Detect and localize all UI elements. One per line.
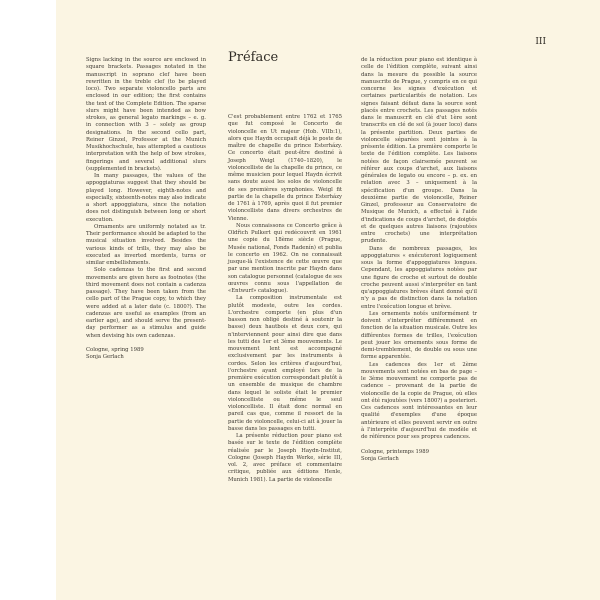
- english-paragraph: Signs lacking in the source are enclosed in square brackets. Passages notated in the manuscript in soprano clef have been rewritten in the treble clef (to be played loco). Two separate violoncello parts are enclosed in our edition; the first contains the text of the Complete Edition. The sparse slurs might have been intended as bow strokes, as general legato markings – e. g. in connection with 3 – solely as group designations. In the second cello part, Reiner Ginzel, Professor at the Munich Musikhochschule, has attempted a cautious interpretation with the help of bow strokes, fingerings and several additional slurs (supplemented in brackets).: [86, 57, 206, 172]
- french-column-left: [228, 114, 342, 484]
- page-number: III: [535, 37, 546, 47]
- signature-place-date: Cologne, printemps 1989: [361, 448, 430, 455]
- french-paragraph: Nous connaissons ce Concerto grâce à Oldřich Pulkert qui redécouvrit en 1961 une copie du 18ème siècle (Prague, Musée national, Fonds Radenín) et publia le concerto en 1962. On ne connaissait jusque-là l'existence de cette œuvre que par une mention inscrite par Haydn dans son catalogue personnel (catalogue de ses œuvres connu sous l'appellation de «Entwurf» catalogue).: [228, 222, 342, 294]
- signature-block: [361, 449, 477, 464]
- french-paragraph: La composition instrumentale est plutôt modeste, outre les cordes. L'orchestre comporte (en plus d'un basson non obligé destiné à soutenir la basse) deux hautbois et deux cors, qui n'interviennent pour ainsi dire que dans les tutti des 1er et 3ème mouvements. Le mouvement lent est accompagné exclusivement par les instruments à cordes. Selon les critères d'aujourd'hui, l'orchestre ayant employé lors de la première exécution correspondait plutôt à un ensemble de musique de chambre dans lequel le soliste était le premier violoncelliste ou même le seul violoncelliste. Il était donc normal en pareil cas que, comme il ressort de la partie de violoncelle, celui-ci ait à jouer la basse dans les passages en tutti.: [228, 295, 342, 432]
- signature-block: [86, 347, 206, 362]
- english-paragraph: Solo cadenzas to the first and second movements are given here as footnotes (the third movement does not contain a cadenza passage). They have been taken from the cello part of the Prague copy, to which they were added at a later date (c. 1800?). The cadenzas are useful as examples (from an earlier age), and should serve the present-day performer as a stimulus and guide when devising his own cadenzas.: [86, 267, 206, 339]
- page-title: Préface: [228, 50, 279, 65]
- french-paragraph: La présente réduction pour piano est basée sur le texte de l'édition complète réalisée par le Joseph Haydn-Institut, Cologne (Joseph Haydn Werke, série III, vol. 2, avec préface et commentaire critique, publiée aux éditions Henle, Munich 1981). La partie de violoncelle: [228, 433, 342, 483]
- signature-place-date: Cologne, spring 1989: [86, 347, 144, 353]
- english-column: [86, 57, 206, 362]
- english-paragraph: In many passages, the values of the appoggiaturas suggest that they should be played long. However, eighth-notes and especially, sixteenth-notes may also indicate a short appoggiatura, since the notation does not distinguish between long or short execution.: [86, 173, 206, 223]
- french-paragraph: C'est probablement entre 1762 et 1765 que fut composé le Concerto de violoncelle en Ut majeur (Hob. VIIb:1), alors que Haydn occupait déjà le poste de maître de chapelle du prince Esterházy. Ce concerto était peut-être destiné à Joseph Weigl (1740–1820), le violoncelliste de la chapelle du prince, ce même musicien pour lequel Haydn écrivit sans doute aussi les solos de violoncelle de ses premières symphonies. Weigl fit partie de la chapelle du prince Esterházy de 1761 à 1769, après quoi il fut premier violoncelliste dans divers orchestres de Vienne.: [228, 114, 342, 222]
- english-paragraph: Ornaments are uniformly notated as tr. Their performance should be adapted to the musical situation involved. Besides the various kinds of trills, they may also be executed as inverted mordents, turns or similar embellishments.: [86, 223, 206, 266]
- french-column-right: [361, 57, 477, 463]
- signature-author: Sonja Gerlach: [86, 354, 124, 361]
- signature-author: Sonja Gerlach: [361, 455, 399, 462]
- french-paragraph: de la réduction pour piano est identique à celle de l'édition complète, suivant ainsi dans la mesure du possible la source manuscrite de Prague, y compris en ce qui concerne les signes d'exécution et certaines particularités de notation. Les signes faisant défaut dans la source sont placés entre crochets. Les passages notés dans le manuscrit en clé d'ut 1ère sont transcrits en clé de sol (à jouer loco) dans la présente partition. Deux parties de violoncelle séparées sont jointes à la présente édition. La première comporte le texte de l'édition complète. Les liaisons notées de façon clairsemée peuvent se référer aux coups d'archet, aux liaisons générales de legato ou encore – p. ex. en relation avec 3 – uniquement à la spécification d'un groupe. Dans la deuxième partie de violoncelle, Reiner Ginzel, professeur au Conservatoire de Musique de Munich, a effectué à l'aide d'indications de coups d'archet, de doigtés et de quelques autres liaisons (rajoutées entre crochets) une interprétation prudente.: [361, 57, 477, 245]
- french-paragraph: Les ornements notés uniformément tr doivent s'interpréter différemment en fonction de la situation musicale. Outre les différentes formes de trilles, l'exécution peut jouer les ornements sous forme de demi-tremblement, de double ou sous une forme apparentée.: [361, 310, 477, 361]
- french-paragraph: Dans de nombreux passages, les appoggiatures « exécuteront logiquement sous la forme d'appoggiatures longues. Cependant, les appoggiatures notées par une figure de croche et surtout de double croche peuvent aussi s'interpréter en tant qu'appoggiatures brèves étant donné qu'il n'y a pas de distinction dans la notation entre l'exécution longue et brève.: [361, 245, 477, 310]
- document-page: [56, 0, 600, 600]
- french-paragraph: Les cadences des 1er et 2ème mouvements sont notées en bas de page – le 3ème mouvement ne comporte pas de cadence – provenant de la partie de violoncelle de la copie de Prague, où elles ont été rajoutées (vers 1800?) a posteriori. Ces cadences sont intéressantes en leur qualité d'exemples d'une époque antérieure et elles peuvent servir en outre à l'interprète d'aujourd'hui de modèle et de référence pour ses propres cadences.: [361, 361, 477, 440]
